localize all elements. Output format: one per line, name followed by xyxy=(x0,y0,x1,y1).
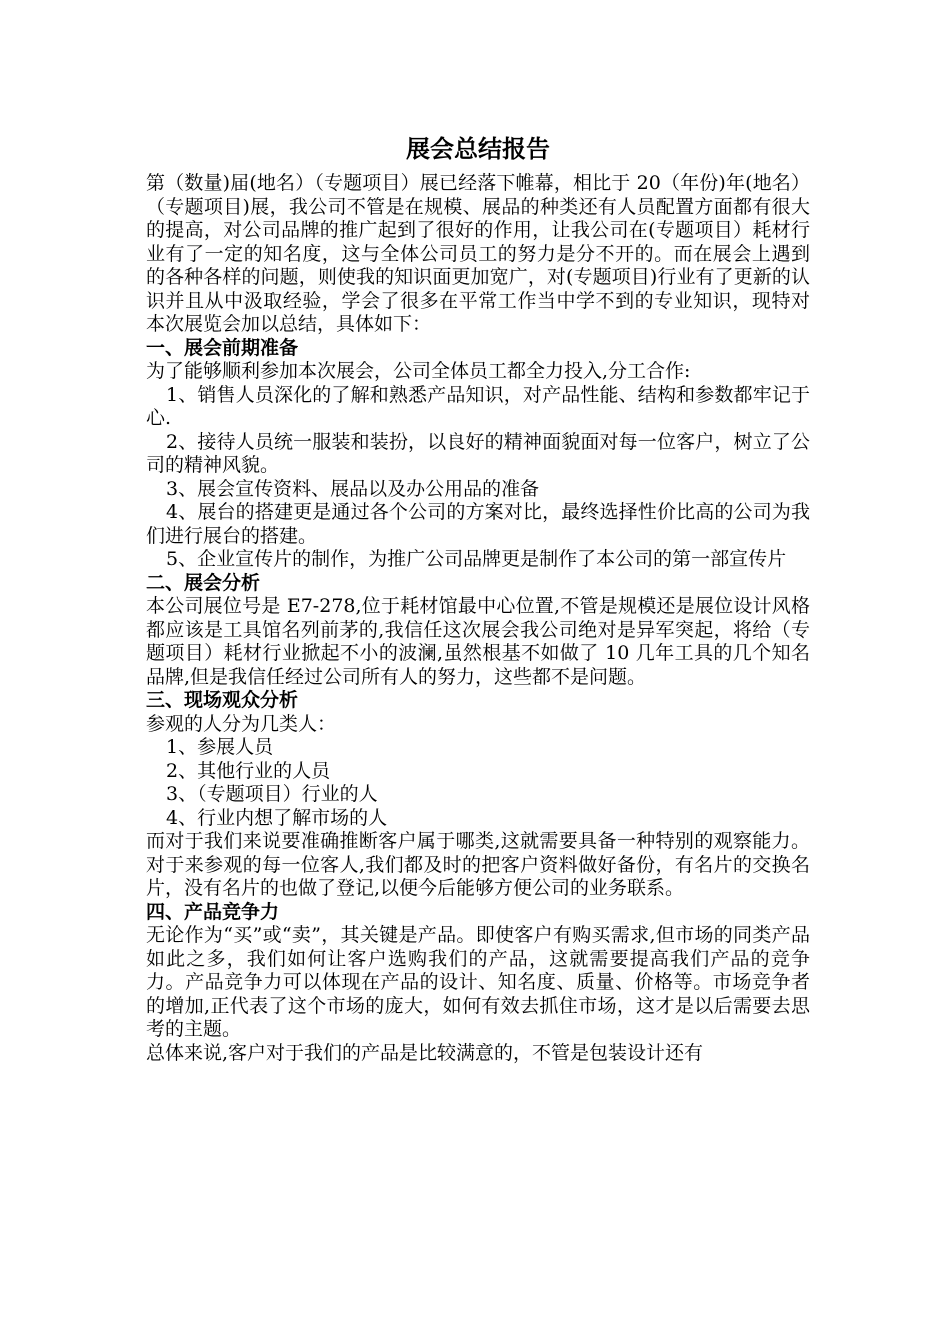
list-item: 5、企业宣传片的制作，为推广公司品牌更是制作了本公司的第一部宣传片 xyxy=(166,548,787,570)
section-heading-audience: 三、现场观众分析 xyxy=(146,689,299,711)
section-body-analysis: 本公司展位号是 E7-278,位于耗材馆最中心位置,不管是规模还是展位设计风格都应该是工具馆名列前茅的,我信任这次展会我公司绝对是异军突起，将给（专题项目）耗材行业掀起不小的波澜,虽然根基不如做了 10 几年工具的几个知名品牌,但是我信任经过公司所有人的努力，这些都不是问题。 xyxy=(146,595,810,688)
section-heading-competitiveness: 四、产品竞争力 xyxy=(146,900,280,923)
list-item: 4、行业内想了解市场的人 xyxy=(166,806,388,829)
list-item: 1、参展人员 xyxy=(166,736,274,758)
document-page xyxy=(146,128,810,1065)
document-title: 展会总结报告 xyxy=(406,135,550,163)
intro-paragraph: 第（数量)届(地名）（专题项目）展已经落下帷幕，相比于 20（年份)年(地名）（专题项目)展，我公司不管是在规模、展品的种类还有人员配置方面都有很大的提高，对公司品牌的推广起到了很好的作用，让我公司在(专题项目）耗材行业有了一定的知名度，这与全体公司员工的努力是分不开的。而在展会上遇到的各种各样的问题，则使我的知识面更加宽广，对(专题项目)行业有了更新的认识并且从中汲取经验，学会了很多在平常工作当中学不到的专业知识，现特对本次展览会加以总结，具体如下： xyxy=(146,172,810,335)
list-item: 3、（专题项目）行业的人 xyxy=(166,783,378,805)
section-lead-audience: 参观的人分为几类人： xyxy=(146,712,337,735)
section-heading-preparation: 一、展会前期准备 xyxy=(146,336,299,359)
section-body-competitiveness: 无论作为“买”或“卖”，其关键是产品。即使客户有购买需求,但市场的同类产品如此之多，我们如何让客户选购我们的产品，这就需要提高我们产品的竞争力。产品竞争力可以体现在产品的设计、知名度、质量、价格等。市场竞争者的增加,正代表了这个市场的庞大，如何有效去抓住市场，这才是以后需要去思考的主题。 xyxy=(146,924,810,1040)
section-heading-analysis: 二、展会分析 xyxy=(146,571,261,594)
list-item: 3、展会宣传资料、展品以及办公用品的准备 xyxy=(166,477,540,500)
list-item: 2、其他行业的人员 xyxy=(166,759,331,782)
section-body-audience: 而对于我们来说要准确推断客户属于哪类,这就需要具备一种特别的观察能力。对于来参观的每一位客人,我们都及时的把客户资料做好备份，有名片的交换名片，没有名片的也做了登记,以便今后能够方便公司的业务联系。 xyxy=(146,830,810,899)
section-lead-preparation: 为了能够顺利参加本次展会，公司全体员工都全力投入,分工合作: xyxy=(146,360,691,382)
list-item: 2、接待人员统一服装和装扮，以良好的精神面貌面对每一位客户，树立了公司的精神风貌。 xyxy=(146,430,810,476)
closing-paragraph: 总体来说,客户对于我们的产品是比较满意的，不管是包装设计还有 xyxy=(146,1041,704,1064)
list-item: 4、展台的搭建更是通过各个公司的方案对比，最终选择性价比高的公司为我们进行展台的搭建。 xyxy=(146,501,810,547)
list-item: 1、销售人员深化的了解和熟悉产品知识，对产品性能、结构和参数都牢记于心. xyxy=(146,383,810,429)
